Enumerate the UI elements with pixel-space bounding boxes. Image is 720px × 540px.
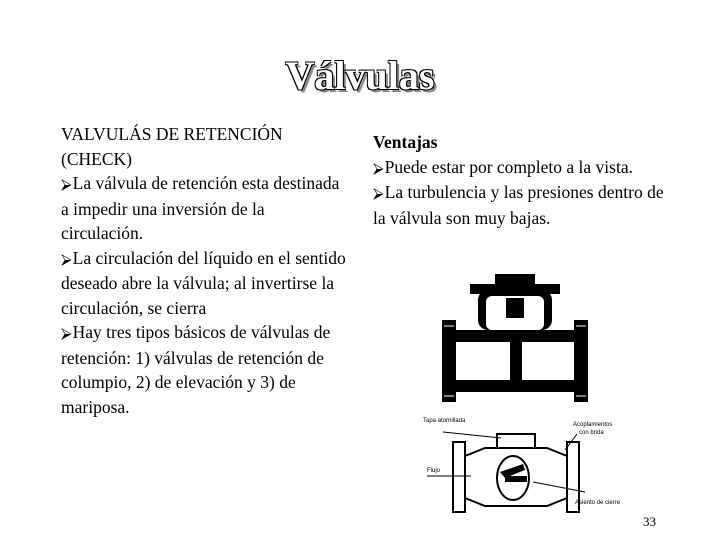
lift-check-valve-illustration — [440, 268, 590, 406]
left-heading-line1: VALVULÁS DE RETENCIÓN — [61, 124, 283, 144]
left-column — [61, 122, 351, 419]
bullet-arrow-icon: ⮚ — [61, 324, 72, 342]
figure-label-seat: Asiento de cierre — [575, 500, 621, 506]
right-bullet-1: ⮚Puede estar por completo a la vista. — [373, 156, 633, 177]
left-bullet-1: ⮚La válvula de retención esta destinada a impedir una inversión de la circulación. — [61, 173, 340, 243]
left-bullet-2: ⮚La circulación del líquido en el sentido deseado abre la válvula; al invertirse la circulación, se cierra — [61, 247, 346, 318]
bullet-arrow-icon: ⮚ — [373, 184, 384, 202]
bullet-arrow-icon: ⮚ — [373, 158, 384, 177]
swing-check-valve-illustration — [405, 412, 630, 517]
slide-title: Válvulas — [285, 53, 435, 98]
figure-label-flow: Flujo — [427, 468, 441, 474]
left-heading-line2: (CHECK) — [61, 148, 132, 169]
figure-label-flanged-couplings-2: con brida — [579, 430, 604, 436]
figure-label-bolted-cover: Tapa atornillada — [423, 418, 466, 424]
page-number: 33 — [643, 514, 656, 529]
bullet-arrow-icon: ⮚ — [61, 175, 72, 193]
right-bullet-2: ⮚La turbulencia y las presiones dentro de la válvula son muy bajas. — [373, 182, 664, 228]
right-heading: Ventajas — [373, 132, 438, 152]
bullet-arrow-icon: ⮚ — [61, 249, 72, 268]
left-heading — [61, 122, 351, 171]
right-column — [373, 130, 673, 230]
left-bullet-3: ⮚Hay tres tipos básicos de válvulas de retención: 1) válvulas de retención de columpio, 2) de elevación y 3) de mariposa. — [61, 322, 331, 417]
figure-label-flanged-couplings: Acoplamientos — [573, 422, 613, 428]
